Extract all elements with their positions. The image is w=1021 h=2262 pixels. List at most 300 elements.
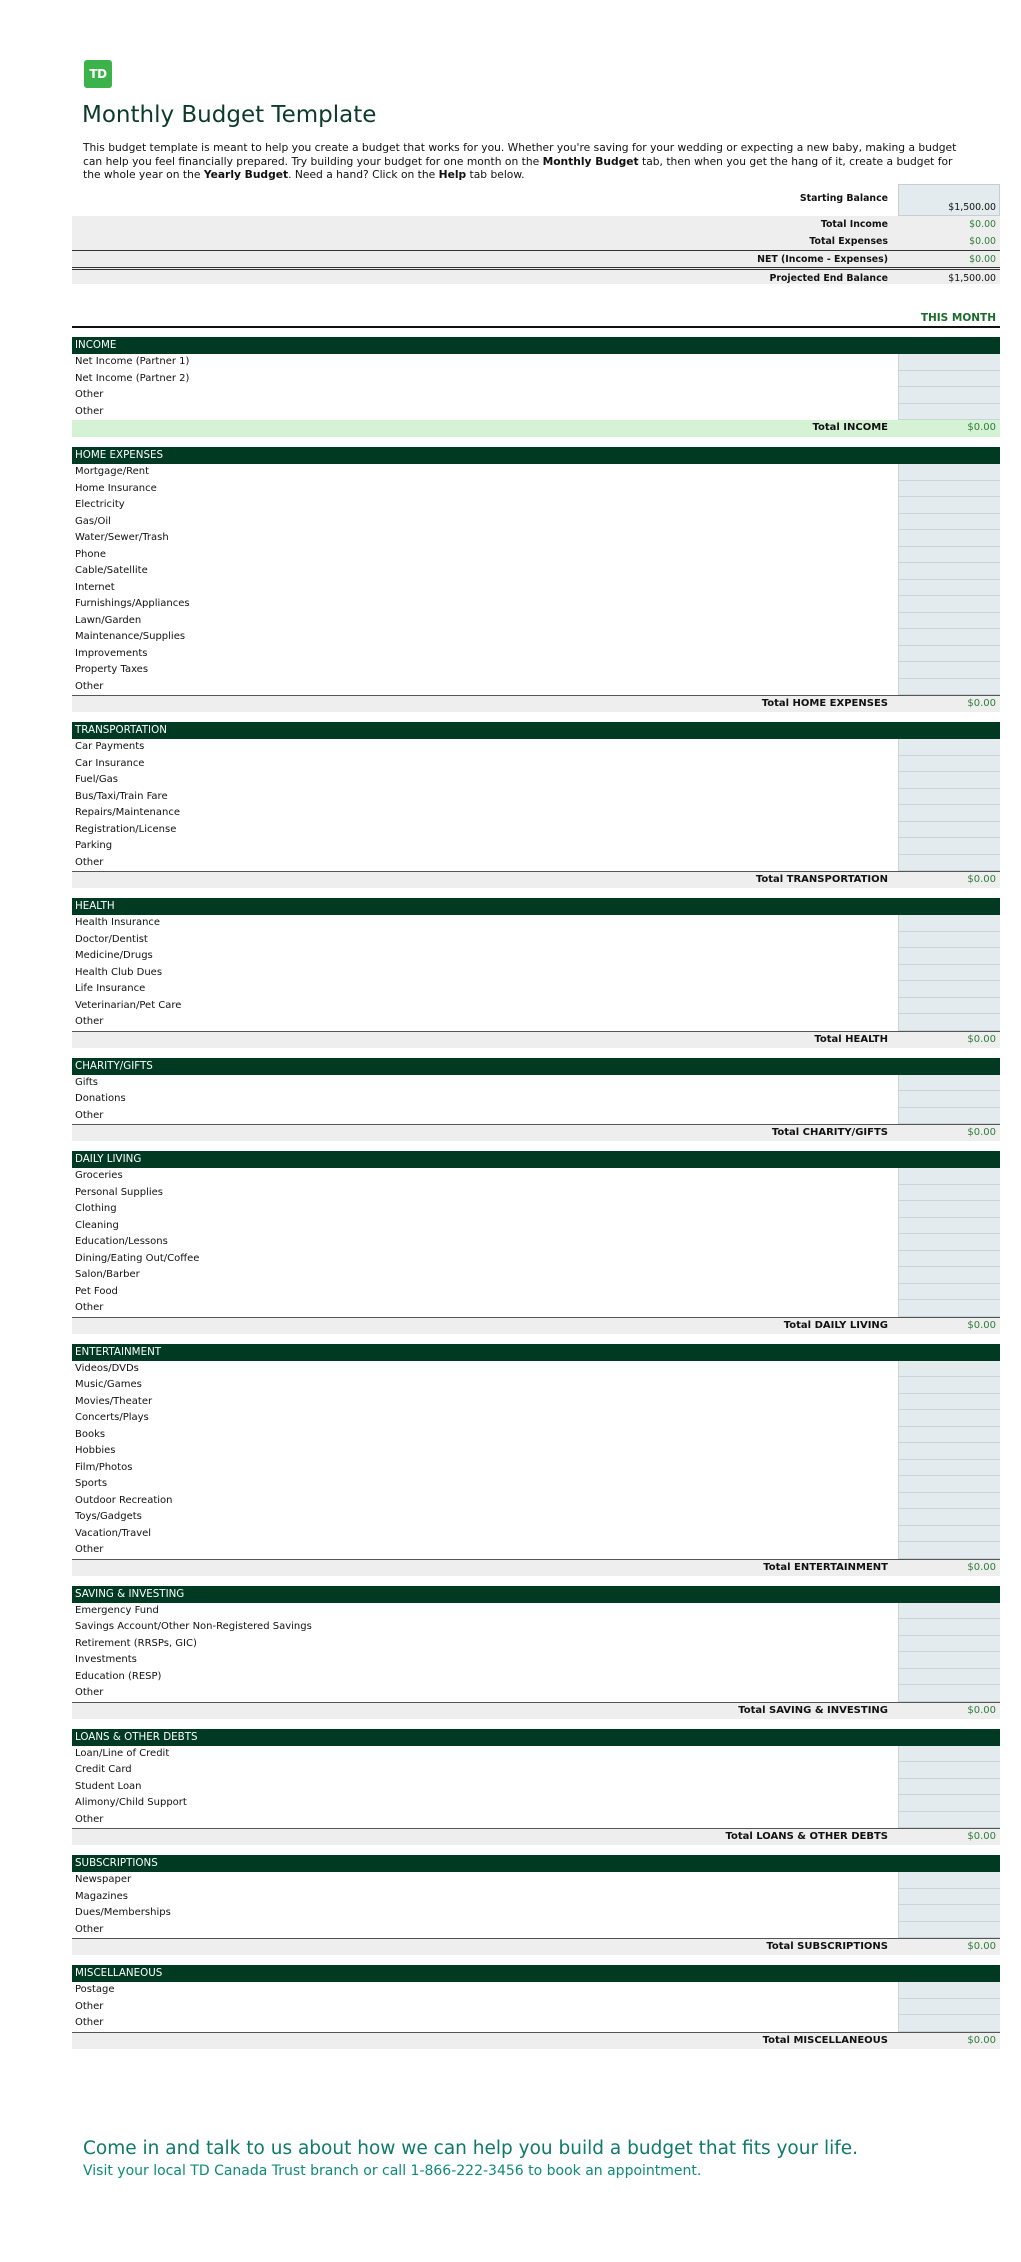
amount-input-cell[interactable] [898, 1603, 1000, 1620]
budget-line-item [72, 1526, 1000, 1543]
budget-line-item [72, 1636, 1000, 1653]
amount-input-cell[interactable] [898, 1361, 1000, 1378]
budget-line-item [72, 1795, 1000, 1812]
line-item-label: Movies/Theater [75, 1395, 153, 1407]
amount-input-cell[interactable] [898, 756, 1000, 773]
budget-line-item [72, 1905, 1000, 1922]
section-header: LOANS & OTHER DEBTS [72, 1729, 1000, 1746]
budget-line-item [72, 514, 1000, 531]
line-item-label: Home Insurance [75, 482, 157, 494]
section-total-row [72, 1031, 1000, 1048]
line-item-label: Veterinarian/Pet Care [75, 999, 182, 1011]
line-item-label: Postage [75, 1984, 115, 1995]
footer-contact: Visit your local TD Canada Trust branch or call 1-866-222-3456 to book an appointment. [83, 2163, 702, 2179]
line-item-label: Doctor/Dentist [75, 933, 148, 945]
section-total-label: Total HOME EXPENSES [761, 698, 888, 709]
budget-line-item [72, 580, 1000, 597]
line-item-label: Furnishings/Appliances [75, 598, 190, 609]
budget-line-item [72, 1746, 1000, 1763]
amount-input-cell[interactable] [898, 1267, 1000, 1284]
line-item-label: Phone [75, 548, 106, 560]
line-item-label: Salon/Barber [75, 1269, 140, 1280]
budget-line-item [72, 756, 1000, 773]
projected-end-balance-label: Projected End Balance [769, 273, 888, 284]
amount-input-cell[interactable] [898, 481, 1000, 498]
line-item-label: Medicine/Drugs [75, 950, 153, 961]
line-item-label: Cleaning [75, 1219, 119, 1231]
amount-input-cell[interactable] [898, 530, 1000, 547]
line-item-label: Gifts [75, 1076, 99, 1088]
page-title: Monthly Budget Template [82, 102, 377, 128]
budget-section [72, 1729, 1000, 1846]
section-header: CHARITY/GIFTS [72, 1058, 1000, 1075]
amount-input-cell[interactable] [898, 371, 1000, 388]
budget-line-item [72, 354, 1000, 371]
amount-input-cell[interactable] [898, 1982, 1000, 1999]
section-total-row [72, 871, 1000, 888]
amount-input-cell[interactable] [898, 1443, 1000, 1460]
amount-input-cell[interactable] [898, 1636, 1000, 1653]
budget-line-item [72, 1251, 1000, 1268]
projected-end-balance-row [72, 267, 1000, 284]
budget-line-item [72, 1185, 1000, 1202]
amount-input-cell[interactable] [898, 1476, 1000, 1493]
help-tab-reference: Help [438, 168, 467, 181]
budget-line-item [72, 613, 1000, 630]
budget-line-item [72, 563, 1000, 580]
amount-input-cell[interactable] [898, 1300, 1000, 1317]
budget-line-item [72, 1779, 1000, 1796]
budget-section [72, 1151, 1000, 1334]
line-item-label: Donations [75, 1093, 126, 1104]
amount-input-cell[interactable] [898, 981, 1000, 998]
line-item-label: Cable/Satellite [75, 565, 148, 576]
amount-input-cell[interactable] [898, 1762, 1000, 1779]
budget-line-item [72, 1300, 1000, 1317]
amount-input-cell[interactable] [898, 1108, 1000, 1125]
amount-input-cell[interactable] [898, 1999, 1000, 2016]
amount-input-cell[interactable] [898, 1251, 1000, 1268]
line-item-label: Other [75, 680, 104, 692]
line-item-label: Repairs/Maintenance [75, 807, 180, 818]
line-item-label: Dining/Eating Out/Coffee [75, 1252, 200, 1264]
budget-section [72, 1344, 1000, 1576]
section-total-label: Total DAILY LIVING [783, 1319, 888, 1331]
budget-line-item [72, 1889, 1000, 1906]
line-item-label: Mortgage/Rent [75, 466, 150, 477]
budget-line-item [72, 838, 1000, 855]
footer-headline: Come in and talk to us about how we can help you build a budget that fits your life. [83, 2138, 859, 2159]
line-item-label: Other [75, 856, 104, 868]
amount-input-cell[interactable] [898, 387, 1000, 404]
line-item-label: Car Insurance [75, 757, 145, 769]
budget-line-item [72, 371, 1000, 388]
section-total-row [72, 1828, 1000, 1845]
line-item-label: Electricity [75, 499, 125, 510]
section-total-row [72, 695, 1000, 712]
section-total-label: Total ENTERTAINMENT [763, 1561, 888, 1573]
budget-line-item [72, 1493, 1000, 1510]
section-header: MISCELLANEOUS [72, 1965, 1000, 1982]
section-total-label: Total CHARITY/GIFTS [771, 1127, 888, 1138]
amount-input-cell[interactable] [898, 1509, 1000, 1526]
budget-line-item [72, 1542, 1000, 1559]
amount-input-cell[interactable] [898, 404, 1000, 421]
budget-line-item [72, 981, 1000, 998]
amount-input-cell[interactable] [898, 932, 1000, 949]
section-total-value: $0.00 [967, 1561, 996, 1573]
total-income-value: $0.00 [969, 219, 996, 230]
line-item-label: Music/Games [75, 1379, 142, 1390]
amount-input-cell[interactable] [898, 514, 1000, 531]
budget-line-item [72, 1652, 1000, 1669]
budget-line-item [72, 1619, 1000, 1636]
net-label: NET (Income - Expenses) [757, 254, 888, 265]
line-item-label: Film/Photos [75, 1461, 133, 1473]
line-item-label: Alimony/Child Support [75, 1797, 187, 1808]
amount-input-cell[interactable] [898, 1812, 1000, 1829]
intro-paragraph: This budget template is meant to help you create a budget that works for you. Whether you're saving for your wedding or expecting a new baby, making a budget can help you feel financially prepared. Try building your budget for one month on the Monthly Budget tab, then when you get the hang of it, create a budget for the whole year on the Yearly Budget. Need a hand? Click on the Help tab below. [83, 141, 957, 181]
line-item-label: Bus/Taxi/Train Fare [75, 790, 168, 802]
amount-input-cell[interactable] [898, 547, 1000, 564]
budget-section [72, 1586, 1000, 1719]
amount-input-cell[interactable] [898, 789, 1000, 806]
starting-balance-value[interactable]: $1,500.00 [948, 202, 996, 213]
budget-section [72, 1058, 1000, 1142]
amount-input-cell[interactable] [898, 1746, 1000, 1763]
line-item-label: Parking [75, 840, 113, 851]
amount-input-cell[interactable] [898, 1872, 1000, 1889]
budget-line-item [72, 1872, 1000, 1889]
budget-line-item [72, 1982, 1000, 1999]
section-header: DAILY LIVING [72, 1151, 1000, 1168]
line-item-label: Newspaper [75, 1874, 132, 1885]
amount-input-cell[interactable] [898, 1201, 1000, 1218]
line-item-label: Other [75, 2000, 104, 2012]
section-total-value: $0.00 [967, 1831, 996, 1842]
budget-section [72, 1965, 1000, 2049]
section-total-value: $0.00 [967, 2034, 996, 2046]
section-total-row [72, 1938, 1000, 1955]
amount-input-cell[interactable] [898, 1234, 1000, 1251]
section-total-label: Total SUBSCRIPTIONS [766, 1941, 888, 1952]
budget-line-item [72, 596, 1000, 613]
line-item-label: Outdoor Recreation [75, 1494, 173, 1506]
budget-line-item [72, 805, 1000, 822]
total-expenses-value: $0.00 [969, 236, 996, 247]
section-total-row [72, 2032, 1000, 2049]
line-item-label: Other [75, 389, 104, 400]
section-total-value: $0.00 [967, 1704, 996, 1716]
budget-line-item [72, 1168, 1000, 1185]
amount-input-cell[interactable] [898, 2015, 1000, 2032]
line-item-label: Pet Food [75, 1285, 118, 1297]
budget-line-item [72, 965, 1000, 982]
line-item-label: Hobbies [75, 1445, 116, 1456]
line-item-label: Other [75, 1109, 104, 1121]
line-item-label: Credit Card [75, 1764, 132, 1775]
line-item-label: Student Loan [75, 1780, 142, 1792]
section-total-label: Total HEALTH [814, 1033, 888, 1045]
section-total-value: $0.00 [967, 422, 996, 433]
budget-line-item [72, 1427, 1000, 1444]
line-item-label: Fuel/Gas [75, 774, 118, 785]
budget-line-item [72, 932, 1000, 949]
amount-input-cell[interactable] [898, 1427, 1000, 1444]
amount-input-cell[interactable] [898, 1922, 1000, 1939]
amount-input-cell[interactable] [898, 838, 1000, 855]
net-value: $0.00 [969, 254, 996, 265]
budget-line-item [72, 629, 1000, 646]
section-total-row [72, 1559, 1000, 1576]
budget-line-item [72, 1234, 1000, 1251]
budget-line-item [72, 822, 1000, 839]
amount-input-cell[interactable] [898, 580, 1000, 597]
line-item-label: Education (RESP) [75, 1670, 162, 1682]
budget-section [72, 337, 1000, 437]
amount-input-cell[interactable] [898, 772, 1000, 789]
budget-line-item [72, 497, 1000, 514]
budget-line-item [72, 739, 1000, 756]
amount-input-cell[interactable] [898, 739, 1000, 756]
amount-input-cell[interactable] [898, 805, 1000, 822]
budget-line-item [72, 1108, 1000, 1125]
line-item-label: Investments [75, 1654, 137, 1665]
section-total-label: Total LOANS & OTHER DEBTS [725, 1831, 888, 1842]
budget-line-item [72, 404, 1000, 421]
line-item-label: Car Payments [75, 741, 145, 752]
line-item-label: Savings Account/Other Non-Registered Savings [75, 1621, 312, 1632]
section-header: SUBSCRIPTIONS [72, 1855, 1000, 1872]
amount-input-cell[interactable] [898, 998, 1000, 1015]
budget-line-item [72, 547, 1000, 564]
line-item-label: Other [75, 1544, 104, 1555]
amount-input-cell[interactable] [898, 1619, 1000, 1636]
budget-line-item [72, 772, 1000, 789]
amount-input-cell[interactable] [898, 1014, 1000, 1031]
amount-input-cell[interactable] [898, 1410, 1000, 1427]
section-header: SAVING & INVESTING [72, 1586, 1000, 1603]
budget-line-item [72, 662, 1000, 679]
budget-section [72, 1855, 1000, 1955]
amount-input-cell[interactable] [898, 1377, 1000, 1394]
line-item-label: Groceries [75, 1170, 123, 1181]
line-item-label: Life Insurance [75, 983, 146, 994]
amount-input-cell[interactable] [898, 1075, 1000, 1092]
line-item-label: Lawn/Garden [75, 614, 142, 626]
amount-input-cell[interactable] [898, 1091, 1000, 1108]
line-item-label: Other [75, 1302, 104, 1313]
section-total-label: Total INCOME [812, 422, 888, 433]
budget-line-item [72, 530, 1000, 547]
budget-line-item [72, 1014, 1000, 1031]
amount-input-cell[interactable] [898, 1168, 1000, 1185]
section-header: INCOME [72, 337, 1000, 354]
budget-line-item [72, 1075, 1000, 1092]
line-item-label: Vacation/Travel [75, 1527, 152, 1539]
yearly-budget-tab-reference: Yearly Budget [203, 168, 289, 181]
line-item-label: Gas/Oil [75, 515, 111, 527]
budget-section [72, 447, 1000, 712]
amount-input-cell[interactable] [898, 1218, 1000, 1235]
projected-end-balance-value: $1,500.00 [948, 273, 996, 284]
amount-input-cell[interactable] [898, 965, 1000, 982]
budget-line-item [72, 1476, 1000, 1493]
section-header: HOME EXPENSES [72, 447, 1000, 464]
budget-line-item [72, 1999, 1000, 2016]
budget-line-item [72, 1394, 1000, 1411]
budget-line-item [72, 1091, 1000, 1108]
amount-input-cell[interactable] [898, 497, 1000, 514]
starting-balance-row [72, 184, 1000, 216]
section-total-label: Total TRANSPORTATION [755, 874, 888, 885]
budget-line-item [72, 789, 1000, 806]
budget-line-item [72, 387, 1000, 404]
budget-line-item [72, 1812, 1000, 1829]
line-item-label: Health Insurance [75, 917, 161, 928]
section-total-value: $0.00 [967, 1319, 996, 1331]
section-total-label: Total SAVING & INVESTING [738, 1704, 888, 1716]
total-income-row [72, 216, 1000, 233]
line-item-label: Maintenance/Supplies [75, 631, 186, 642]
section-total-value: $0.00 [967, 874, 996, 885]
monthly-budget-tab-reference: Monthly Budget [542, 154, 639, 168]
amount-input-cell[interactable] [898, 613, 1000, 630]
budget-line-item [72, 1267, 1000, 1284]
amount-input-cell[interactable] [898, 1889, 1000, 1906]
this-month-header: THIS MONTH [920, 312, 996, 324]
budget-line-item [72, 948, 1000, 965]
line-item-label: Clothing [75, 1203, 117, 1214]
budget-line-item [72, 1284, 1000, 1301]
total-expenses-label: Total Expenses [809, 236, 888, 247]
line-item-label: Net Income (Partner 2) [75, 372, 190, 384]
total-expenses-row [72, 233, 1000, 250]
line-item-label: Other [75, 1016, 104, 1027]
section-total-row [72, 1702, 1000, 1719]
amount-input-cell[interactable] [898, 1394, 1000, 1411]
amount-input-cell[interactable] [898, 822, 1000, 839]
budget-line-item [72, 998, 1000, 1015]
td-logo: TD [84, 60, 112, 88]
budget-line-item [72, 1460, 1000, 1477]
amount-input-cell[interactable] [898, 1652, 1000, 1669]
line-item-label: Magazines [75, 1890, 128, 1902]
line-item-label: Water/Sewer/Trash [75, 532, 169, 543]
amount-input-cell[interactable] [898, 1685, 1000, 1702]
line-item-label: Dues/Memberships [75, 1907, 171, 1918]
line-item-label: Videos/DVDs [75, 1362, 139, 1374]
line-item-label: Books [75, 1428, 106, 1440]
amount-input-cell[interactable] [898, 1669, 1000, 1686]
line-item-label: Net Income (Partner 1) [75, 356, 190, 367]
total-income-label: Total Income [820, 219, 888, 230]
budget-line-item [72, 1410, 1000, 1427]
amount-input-cell[interactable] [898, 646, 1000, 663]
line-item-label: Property Taxes [75, 664, 149, 675]
line-item-label: Personal Supplies [75, 1186, 163, 1198]
budget-line-item [72, 1509, 1000, 1526]
line-item-label: Emergency Fund [75, 1604, 159, 1616]
net-row [72, 250, 1000, 267]
budget-line-item [72, 1762, 1000, 1779]
section-total-value: $0.00 [967, 1033, 996, 1045]
amount-input-cell[interactable] [898, 1493, 1000, 1510]
amount-input-cell[interactable] [898, 679, 1000, 696]
budget-sections [72, 337, 1000, 2059]
budget-line-item [72, 679, 1000, 696]
column-header-row [72, 308, 1000, 328]
summary-table [72, 184, 1000, 284]
line-item-label: Other [75, 405, 104, 417]
budget-line-item [72, 2015, 1000, 2032]
section-total-label: Total MISCELLANEOUS [762, 2034, 888, 2046]
budget-line-item [72, 1443, 1000, 1460]
section-total-row [72, 1317, 1000, 1334]
budget-line-item [72, 915, 1000, 932]
line-item-label: Other [75, 1813, 104, 1825]
amount-input-cell[interactable] [898, 1779, 1000, 1796]
line-item-label: Sports [75, 1478, 108, 1489]
line-item-label: Loan/Line of Credit [75, 1747, 170, 1759]
amount-input-cell[interactable] [898, 1526, 1000, 1543]
budget-line-item [72, 1922, 1000, 1939]
amount-input-cell[interactable] [898, 354, 1000, 371]
budget-line-item [72, 1685, 1000, 1702]
section-total-value: $0.00 [967, 1941, 996, 1952]
line-item-label: Education/Lessons [75, 1236, 168, 1247]
amount-input-cell[interactable] [898, 1284, 1000, 1301]
amount-input-cell[interactable] [898, 464, 1000, 481]
budget-section [72, 898, 1000, 1048]
amount-input-cell[interactable] [898, 596, 1000, 613]
amount-input-cell[interactable] [898, 662, 1000, 679]
budget-line-item [72, 1218, 1000, 1235]
line-item-label: Internet [75, 581, 115, 593]
section-header: TRANSPORTATION [72, 722, 1000, 739]
amount-input-cell[interactable] [898, 629, 1000, 646]
line-item-label: Retirement (RRSPs, GIC) [75, 1637, 197, 1649]
line-item-label: Improvements [75, 647, 148, 659]
section-total-row [72, 420, 1000, 437]
amount-input-cell[interactable] [898, 1905, 1000, 1922]
line-item-label: Registration/License [75, 823, 177, 835]
line-item-label: Other [75, 1687, 104, 1698]
line-item-label: Toys/Gadgets [75, 1511, 142, 1522]
starting-balance-label: Starting Balance [799, 193, 888, 204]
budget-line-item [72, 646, 1000, 663]
section-total-value: $0.00 [967, 698, 996, 709]
amount-input-cell[interactable] [898, 1795, 1000, 1812]
budget-line-item [72, 1377, 1000, 1394]
amount-input-cell[interactable] [898, 1542, 1000, 1559]
section-header: HEALTH [72, 898, 1000, 915]
line-item-label: Other [75, 2017, 104, 2028]
amount-input-cell[interactable] [898, 855, 1000, 872]
line-item-label: Concerts/Plays [75, 1412, 149, 1423]
amount-input-cell[interactable] [898, 948, 1000, 965]
amount-input-cell[interactable] [898, 563, 1000, 580]
amount-input-cell[interactable] [898, 1185, 1000, 1202]
section-total-value: $0.00 [967, 1127, 996, 1138]
amount-input-cell[interactable] [898, 915, 1000, 932]
amount-input-cell[interactable] [898, 1460, 1000, 1477]
budget-line-item [72, 1201, 1000, 1218]
budget-line-item [72, 1669, 1000, 1686]
line-item-label: Other [75, 1923, 104, 1935]
budget-line-item [72, 1603, 1000, 1620]
budget-line-item [72, 464, 1000, 481]
